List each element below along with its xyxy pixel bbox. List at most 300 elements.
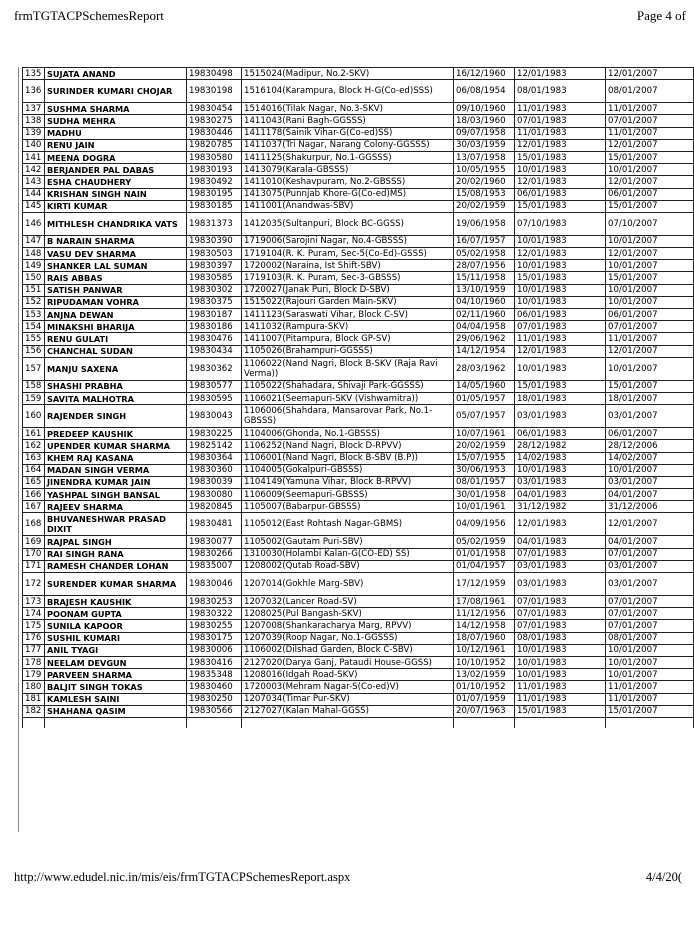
date-of-joining-cell: 15/01/1983	[515, 200, 606, 212]
date-of-joining-cell: 06/01/1983	[515, 428, 606, 440]
acp-date-cell: 12/01/2007	[606, 513, 694, 536]
school-cell: 1719006(Sarojini Nagar, No.4-GBSSS)	[242, 235, 454, 247]
school-cell: 1208016(Idgah Road-SKV)	[242, 669, 454, 681]
school-cell: 1208025(Pul Bangash-SKV)	[242, 608, 454, 620]
date-of-joining-cell: 07/01/1983	[515, 620, 606, 632]
acp-date-cell: 06/01/2007	[606, 309, 694, 321]
table-row	[23, 464, 694, 476]
table-row	[23, 644, 694, 656]
date-of-birth-cell: 20/02/1960	[454, 176, 515, 188]
acp-date-cell: 10/01/2007	[606, 235, 694, 247]
date-of-birth-cell: 05/02/1958	[454, 248, 515, 260]
serial-number-cell: 162	[23, 440, 45, 452]
employee-id-cell: 19830416	[187, 656, 242, 668]
date-of-birth-cell: 01/01/1958	[454, 548, 515, 560]
teacher-name-cell: KRISHAN SINGH NAIN	[45, 188, 187, 200]
date-of-joining-cell: 10/01/1983	[515, 357, 606, 380]
date-of-birth-cell: 18/07/1960	[454, 632, 515, 644]
table-row	[23, 380, 694, 392]
table-row	[23, 176, 694, 188]
school-cell: 1515022(Rajouri Garden Main-SKV)	[242, 296, 454, 308]
table-row	[23, 284, 694, 296]
school-cell: 1514016(Tilak Nagar, No.3-SKV)	[242, 103, 454, 115]
empty-cell	[454, 717, 515, 728]
date-of-birth-cell: 15/11/1958	[454, 272, 515, 284]
date-of-joining-cell: 11/01/1983	[515, 127, 606, 139]
date-of-birth-cell: 20/02/1959	[454, 440, 515, 452]
serial-number-cell: 173	[23, 596, 45, 608]
employee-id-cell: 19830195	[187, 188, 242, 200]
teacher-name-cell: RIPUDAMAN VOHRA	[45, 296, 187, 308]
table-row	[23, 357, 694, 380]
empty-cell	[187, 717, 242, 728]
serial-number-cell: 178	[23, 656, 45, 668]
empty-table-row	[23, 717, 694, 728]
date-of-birth-cell: 01/10/1952	[454, 681, 515, 693]
table-row	[23, 536, 694, 548]
table-row	[23, 212, 694, 235]
serial-number-cell: 143	[23, 176, 45, 188]
serial-number-cell: 148	[23, 248, 45, 260]
serial-number-cell: 168	[23, 513, 45, 536]
acp-date-cell: 06/01/2007	[606, 188, 694, 200]
date-of-joining-cell: 15/01/1983	[515, 151, 606, 163]
date-of-birth-cell: 20/07/1963	[454, 705, 515, 717]
table-row	[23, 681, 694, 693]
serial-number-cell: 145	[23, 200, 45, 212]
teacher-name-cell: RAJENDER SINGH	[45, 405, 187, 428]
table-row	[23, 272, 694, 284]
date-of-joining-cell: 06/01/1983	[515, 309, 606, 321]
serial-number-cell: 153	[23, 309, 45, 321]
serial-number-cell: 146	[23, 212, 45, 235]
teacher-name-cell: CHANCHAL SUDAN	[45, 345, 187, 357]
teacher-name-cell: BALJIT SINGH TOKAS	[45, 681, 187, 693]
table-row	[23, 200, 694, 212]
employee-id-cell: 19830375	[187, 296, 242, 308]
table-row	[23, 309, 694, 321]
date-of-birth-cell: 01/07/1959	[454, 693, 515, 705]
margin-rule	[18, 67, 19, 832]
employee-id-cell: 19830198	[187, 80, 242, 103]
date-of-joining-cell: 03/01/1983	[515, 405, 606, 428]
table-row	[23, 548, 694, 560]
employee-id-cell: 19830364	[187, 452, 242, 464]
serial-number-cell: 179	[23, 669, 45, 681]
serial-number-cell: 158	[23, 380, 45, 392]
table-row	[23, 151, 694, 163]
employee-id-cell: 19830390	[187, 235, 242, 247]
employee-id-cell: 19830077	[187, 536, 242, 548]
employee-id-cell: 19830434	[187, 345, 242, 357]
acp-date-cell: 12/01/2007	[606, 68, 694, 80]
teacher-name-cell: KAMLESH SAINI	[45, 693, 187, 705]
acp-date-cell: 14/02/2007	[606, 452, 694, 464]
employee-id-cell: 19831373	[187, 212, 242, 235]
date-of-birth-cell: 30/03/1959	[454, 139, 515, 151]
teacher-name-cell: PREDEEP KAUSHIK	[45, 428, 187, 440]
school-cell: 1106001(Nand Nagri, Block B-SBV (B.P))	[242, 452, 454, 464]
acp-date-cell: 12/01/2007	[606, 176, 694, 188]
date-of-birth-cell: 30/01/1958	[454, 489, 515, 501]
teacher-name-cell: BERJANDER PAL DABAS	[45, 164, 187, 176]
acp-date-cell: 18/01/2007	[606, 392, 694, 404]
date-of-birth-cell: 17/12/1959	[454, 573, 515, 596]
date-of-birth-cell: 04/04/1958	[454, 321, 515, 333]
school-cell: 1106006(Shahdara, Mansarovar Park, No.1-GBSSS)	[242, 405, 454, 428]
teacher-name-cell: SHASHI PRABHA	[45, 380, 187, 392]
date-of-joining-cell: 10/01/1983	[515, 164, 606, 176]
school-cell: 1720002(Naraina, Ist Shift-SBV)	[242, 260, 454, 272]
acp-date-cell: 15/01/2007	[606, 151, 694, 163]
school-cell: 1106252(Nand Nagri, Block D-RPVV)	[242, 440, 454, 452]
employee-id-cell: 19835348	[187, 669, 242, 681]
teacher-name-cell: RENU JAIN	[45, 139, 187, 151]
employee-id-cell: 19830322	[187, 608, 242, 620]
date-of-birth-cell: 10/07/1961	[454, 428, 515, 440]
acp-date-cell: 07/01/2007	[606, 321, 694, 333]
table-row	[23, 705, 694, 717]
date-of-birth-cell: 15/07/1955	[454, 452, 515, 464]
serial-number-cell: 142	[23, 164, 45, 176]
date-of-birth-cell: 04/09/1956	[454, 513, 515, 536]
school-cell: 1411043(Rani Bagh-GGSSS)	[242, 115, 454, 127]
school-cell: 1106022(Nand Nagri, Block B-SKV (Raja Ravi Verma))	[242, 357, 454, 380]
employee-id-cell: 19830039	[187, 476, 242, 488]
teacher-name-cell: MINAKSHI BHARIJA	[45, 321, 187, 333]
acp-date-cell: 03/01/2007	[606, 405, 694, 428]
table-row	[23, 513, 694, 536]
school-cell: 1411125(Shakurpur, No.1-GGSSS)	[242, 151, 454, 163]
table-row	[23, 489, 694, 501]
employee-id-cell: 19825142	[187, 440, 242, 452]
table-row	[23, 620, 694, 632]
date-of-birth-cell: 30/06/1953	[454, 464, 515, 476]
teacher-name-cell: RAJEEV SHARMA	[45, 501, 187, 513]
date-of-joining-cell: 07/01/1983	[515, 548, 606, 560]
serial-number-cell: 180	[23, 681, 45, 693]
serial-number-cell: 166	[23, 489, 45, 501]
date-of-joining-cell: 03/01/1983	[515, 560, 606, 572]
school-cell: 1106002(Dilshad Garden, Block C-SBV)	[242, 644, 454, 656]
date-of-birth-cell: 01/04/1957	[454, 560, 515, 572]
school-cell: 1106021(Seemapuri-SKV (Vishwamitra))	[242, 392, 454, 404]
date-of-birth-cell: 08/01/1957	[454, 476, 515, 488]
employee-id-cell: 19830566	[187, 705, 242, 717]
table-row	[23, 476, 694, 488]
teacher-name-cell: SHAHANA QASIM	[45, 705, 187, 717]
date-of-joining-cell: 10/01/1983	[515, 669, 606, 681]
date-of-joining-cell: 04/01/1983	[515, 536, 606, 548]
teacher-name-cell: KIRTI KUMAR	[45, 200, 187, 212]
date-of-joining-cell: 15/01/1983	[515, 272, 606, 284]
serial-number-cell: 172	[23, 573, 45, 596]
date-of-birth-cell: 05/02/1959	[454, 536, 515, 548]
date-of-birth-cell: 19/06/1958	[454, 212, 515, 235]
date-of-joining-cell: 15/01/1983	[515, 380, 606, 392]
acp-date-cell: 11/01/2007	[606, 103, 694, 115]
date-of-joining-cell: 10/01/1983	[515, 296, 606, 308]
date-of-birth-cell: 05/07/1957	[454, 405, 515, 428]
school-cell: 1720003(Mehram Nagar-S(Co-ed)V)	[242, 681, 454, 693]
teacher-name-cell: SUSHIL KUMARI	[45, 632, 187, 644]
date-of-birth-cell: 10/10/1952	[454, 656, 515, 668]
date-of-birth-cell: 02/11/1960	[454, 309, 515, 321]
teacher-name-cell: SUNILA KAPOOR	[45, 620, 187, 632]
school-cell: 1104149(Yamuna Vihar, Block B-RPVV)	[242, 476, 454, 488]
employee-id-cell: 19830046	[187, 573, 242, 596]
date-of-joining-cell: 31/12/1982	[515, 501, 606, 513]
acp-date-cell: 31/12/2006	[606, 501, 694, 513]
school-cell: 1105022(Shahadara, Shivaji Park-GGSSS)	[242, 380, 454, 392]
employee-id-cell: 19830397	[187, 260, 242, 272]
date-of-joining-cell: 12/01/1983	[515, 248, 606, 260]
school-cell: 1105026(Brahampuri-GGSSS)	[242, 345, 454, 357]
date-of-birth-cell: 10/01/1961	[454, 501, 515, 513]
school-cell: 1411001(Anandwas-SBV)	[242, 200, 454, 212]
employee-id-cell: 19830577	[187, 380, 242, 392]
employee-id-cell: 19830225	[187, 428, 242, 440]
acp-date-cell: 08/01/2007	[606, 80, 694, 103]
teacher-name-cell: ESHA CHAUDHERY	[45, 176, 187, 188]
employee-id-cell: 19830186	[187, 321, 242, 333]
report-table-body	[23, 68, 694, 728]
employee-id-cell: 19830275	[187, 115, 242, 127]
serial-number-cell: 144	[23, 188, 45, 200]
teacher-name-cell: MITHLESH CHANDRIKA VATS	[45, 212, 187, 235]
table-row	[23, 596, 694, 608]
acp-date-cell: 07/10/2007	[606, 212, 694, 235]
employee-id-cell: 19830476	[187, 333, 242, 345]
date-of-joining-cell: 10/01/1983	[515, 284, 606, 296]
employee-id-cell: 19830446	[187, 127, 242, 139]
teacher-name-cell: UPENDER KUMAR SHARMA	[45, 440, 187, 452]
date-of-joining-cell: 11/01/1983	[515, 681, 606, 693]
acp-date-cell: 10/01/2007	[606, 296, 694, 308]
serial-number-cell: 160	[23, 405, 45, 428]
date-of-joining-cell: 12/01/1983	[515, 139, 606, 151]
report-title: frmTGTACPSchemesReport	[14, 8, 164, 23]
serial-number-cell: 135	[23, 68, 45, 80]
teacher-name-cell: MANJU SAXENA	[45, 357, 187, 380]
employee-id-cell: 19830175	[187, 632, 242, 644]
serial-number-cell: 147	[23, 235, 45, 247]
date-of-birth-cell: 04/10/1960	[454, 296, 515, 308]
report-table	[22, 67, 694, 728]
acp-date-cell: 06/01/2007	[606, 428, 694, 440]
date-of-joining-cell: 12/01/1983	[515, 176, 606, 188]
serial-number-cell: 169	[23, 536, 45, 548]
page-number: Page 4 of	[636, 8, 686, 23]
empty-cell	[242, 717, 454, 728]
date-of-joining-cell: 12/01/1983	[515, 68, 606, 80]
teacher-name-cell: RAMESH CHANDER LOHAN	[45, 560, 187, 572]
teacher-name-cell: SATISH PANWAR	[45, 284, 187, 296]
date-of-birth-cell: 13/10/1959	[454, 284, 515, 296]
employee-id-cell: 19830503	[187, 248, 242, 260]
school-cell: 1411032(Rampura-SKV)	[242, 321, 454, 333]
date-of-joining-cell: 07/10/1983	[515, 212, 606, 235]
date-of-birth-cell: 20/02/1959	[454, 200, 515, 212]
school-cell: 1105012(East Rohtash Nagar-GBMS)	[242, 513, 454, 536]
acp-date-cell: 03/01/2007	[606, 573, 694, 596]
serial-number-cell: 164	[23, 464, 45, 476]
teacher-name-cell: B NARAIN SHARMA	[45, 235, 187, 247]
date-of-joining-cell: 15/01/1983	[515, 705, 606, 717]
date-of-birth-cell: 11/12/1956	[454, 608, 515, 620]
serial-number-cell: 161	[23, 428, 45, 440]
employee-id-cell: 19835007	[187, 560, 242, 572]
table-row	[23, 68, 694, 80]
date-of-joining-cell: 12/01/1983	[515, 345, 606, 357]
serial-number-cell: 149	[23, 260, 45, 272]
acp-date-cell: 10/01/2007	[606, 260, 694, 272]
serial-number-cell: 150	[23, 272, 45, 284]
table-row	[23, 501, 694, 513]
date-of-birth-cell: 09/07/1958	[454, 127, 515, 139]
date-of-joining-cell: 10/01/1983	[515, 656, 606, 668]
teacher-name-cell: MADAN SINGH VERMA	[45, 464, 187, 476]
teacher-name-cell: BHUVANESHWAR PRASAD DIXIT	[45, 513, 187, 536]
employee-id-cell: 19830360	[187, 464, 242, 476]
date-of-birth-cell: 13/07/1958	[454, 151, 515, 163]
employee-id-cell: 19830080	[187, 489, 242, 501]
table-row	[23, 248, 694, 260]
teacher-name-cell: SURENDER KUMAR SHARMA	[45, 573, 187, 596]
school-cell: 1310030(Holambi Kalan-G(CO-ED) SS)	[242, 548, 454, 560]
table-row	[23, 573, 694, 596]
acp-date-cell: 11/01/2007	[606, 333, 694, 345]
teacher-name-cell: SUDHA MEHRA	[45, 115, 187, 127]
employee-id-cell: 19830362	[187, 357, 242, 380]
serial-number-cell: 140	[23, 139, 45, 151]
school-cell: 1208002(Qutab Road-SBV)	[242, 560, 454, 572]
date-of-joining-cell: 04/01/1983	[515, 489, 606, 501]
employee-id-cell: 19830255	[187, 620, 242, 632]
table-row	[23, 333, 694, 345]
date-of-joining-cell: 07/01/1983	[515, 596, 606, 608]
date-of-joining-cell: 10/01/1983	[515, 464, 606, 476]
employee-id-cell: 19830460	[187, 681, 242, 693]
table-row	[23, 452, 694, 464]
school-cell: 1104005(Gokalpuri-GBSSS)	[242, 464, 454, 476]
teacher-name-cell: NEELAM DEVGUN	[45, 656, 187, 668]
school-cell: 1207039(Roop Nagar, No.1-GGSSS)	[242, 632, 454, 644]
serial-number-cell: 167	[23, 501, 45, 513]
employee-id-cell: 19830580	[187, 151, 242, 163]
table-row	[23, 115, 694, 127]
acp-date-cell: 15/01/2007	[606, 200, 694, 212]
school-cell: 1207032(Lancer Road-SV)	[242, 596, 454, 608]
date-of-joining-cell: 12/01/1983	[515, 513, 606, 536]
school-cell: 1719103(R. K. Puram, Sec-3-GBSSS)	[242, 272, 454, 284]
school-cell: 1516104(Karampura, Block H-G(Co-ed)SSS)	[242, 80, 454, 103]
date-of-birth-cell: 17/08/1961	[454, 596, 515, 608]
acp-date-cell: 15/01/2007	[606, 705, 694, 717]
teacher-name-cell: PARVEEN SHARMA	[45, 669, 187, 681]
acp-date-cell: 10/01/2007	[606, 164, 694, 176]
acp-date-cell: 28/12/2006	[606, 440, 694, 452]
serial-number-cell: 182	[23, 705, 45, 717]
acp-date-cell: 15/01/2007	[606, 272, 694, 284]
teacher-name-cell: ANJNA DEWAN	[45, 309, 187, 321]
teacher-name-cell: MADHU	[45, 127, 187, 139]
acp-date-cell: 11/01/2007	[606, 127, 694, 139]
table-row	[23, 127, 694, 139]
teacher-name-cell: ANIL TYAGI	[45, 644, 187, 656]
footer-date: 4/4/20(	[645, 870, 682, 884]
serial-number-cell: 174	[23, 608, 45, 620]
date-of-birth-cell: 10/12/1961	[454, 644, 515, 656]
serial-number-cell: 157	[23, 357, 45, 380]
teacher-name-cell: VASU DEV SHARMA	[45, 248, 187, 260]
serial-number-cell: 138	[23, 115, 45, 127]
date-of-birth-cell: 13/02/1959	[454, 669, 515, 681]
teacher-name-cell: SHANKER LAL SUMAN	[45, 260, 187, 272]
date-of-joining-cell: 11/01/1983	[515, 333, 606, 345]
date-of-birth-cell: 15/08/1953	[454, 188, 515, 200]
employee-id-cell: 19830595	[187, 392, 242, 404]
serial-number-cell: 176	[23, 632, 45, 644]
teacher-name-cell: SURINDER KUMARI CHOJAR	[45, 80, 187, 103]
school-cell: 1207034(Timar Pur-SKV)	[242, 693, 454, 705]
table-row	[23, 80, 694, 103]
date-of-joining-cell: 06/01/1983	[515, 188, 606, 200]
table-row	[23, 235, 694, 247]
table-row	[23, 560, 694, 572]
employee-id-cell: 19830006	[187, 644, 242, 656]
table-row	[23, 164, 694, 176]
date-of-birth-cell: 14/05/1960	[454, 380, 515, 392]
date-of-joining-cell: 03/01/1983	[515, 573, 606, 596]
date-of-birth-cell: 28/07/1956	[454, 260, 515, 272]
teacher-name-cell: SAVITA MALHOTRA	[45, 392, 187, 404]
employee-id-cell: 19830454	[187, 103, 242, 115]
school-cell: 1207014(Gokhle Marg-SBV)	[242, 573, 454, 596]
employee-id-cell: 19830185	[187, 200, 242, 212]
date-of-birth-cell: 29/06/1962	[454, 333, 515, 345]
employee-id-cell: 19830250	[187, 693, 242, 705]
school-cell: 1106009(Seemapuri-GBSSS)	[242, 489, 454, 501]
serial-number-cell: 139	[23, 127, 45, 139]
date-of-birth-cell: 16/12/1960	[454, 68, 515, 80]
serial-number-cell: 159	[23, 392, 45, 404]
school-cell: 2127020(Darya Ganj, Pataudi House-GGSS)	[242, 656, 454, 668]
employee-id-cell: 19830302	[187, 284, 242, 296]
serial-number-cell: 175	[23, 620, 45, 632]
teacher-name-cell: RAJPAL SINGH	[45, 536, 187, 548]
empty-cell	[606, 717, 694, 728]
date-of-birth-cell: 18/03/1960	[454, 115, 515, 127]
date-of-birth-cell: 28/03/1962	[454, 357, 515, 380]
teacher-name-cell: YASHPAL SINGH BANSAL	[45, 489, 187, 501]
date-of-joining-cell: 11/01/1983	[515, 103, 606, 115]
school-cell: 1720027(Janak Puri, Block D-SBV)	[242, 284, 454, 296]
employee-id-cell: 19830253	[187, 596, 242, 608]
school-cell: 2127027(Kalan Mahal-GGSS)	[242, 705, 454, 717]
empty-cell	[23, 717, 45, 728]
date-of-birth-cell: 16/07/1957	[454, 235, 515, 247]
acp-date-cell: 08/01/2007	[606, 632, 694, 644]
employee-id-cell: 19830498	[187, 68, 242, 80]
acp-date-cell: 04/01/2007	[606, 489, 694, 501]
employee-id-cell: 19830187	[187, 309, 242, 321]
employee-id-cell: 19830585	[187, 272, 242, 284]
date-of-joining-cell: 10/01/1983	[515, 260, 606, 272]
teacher-name-cell: RAI SINGH RANA	[45, 548, 187, 560]
report-table-container	[22, 67, 694, 728]
serial-number-cell: 151	[23, 284, 45, 296]
